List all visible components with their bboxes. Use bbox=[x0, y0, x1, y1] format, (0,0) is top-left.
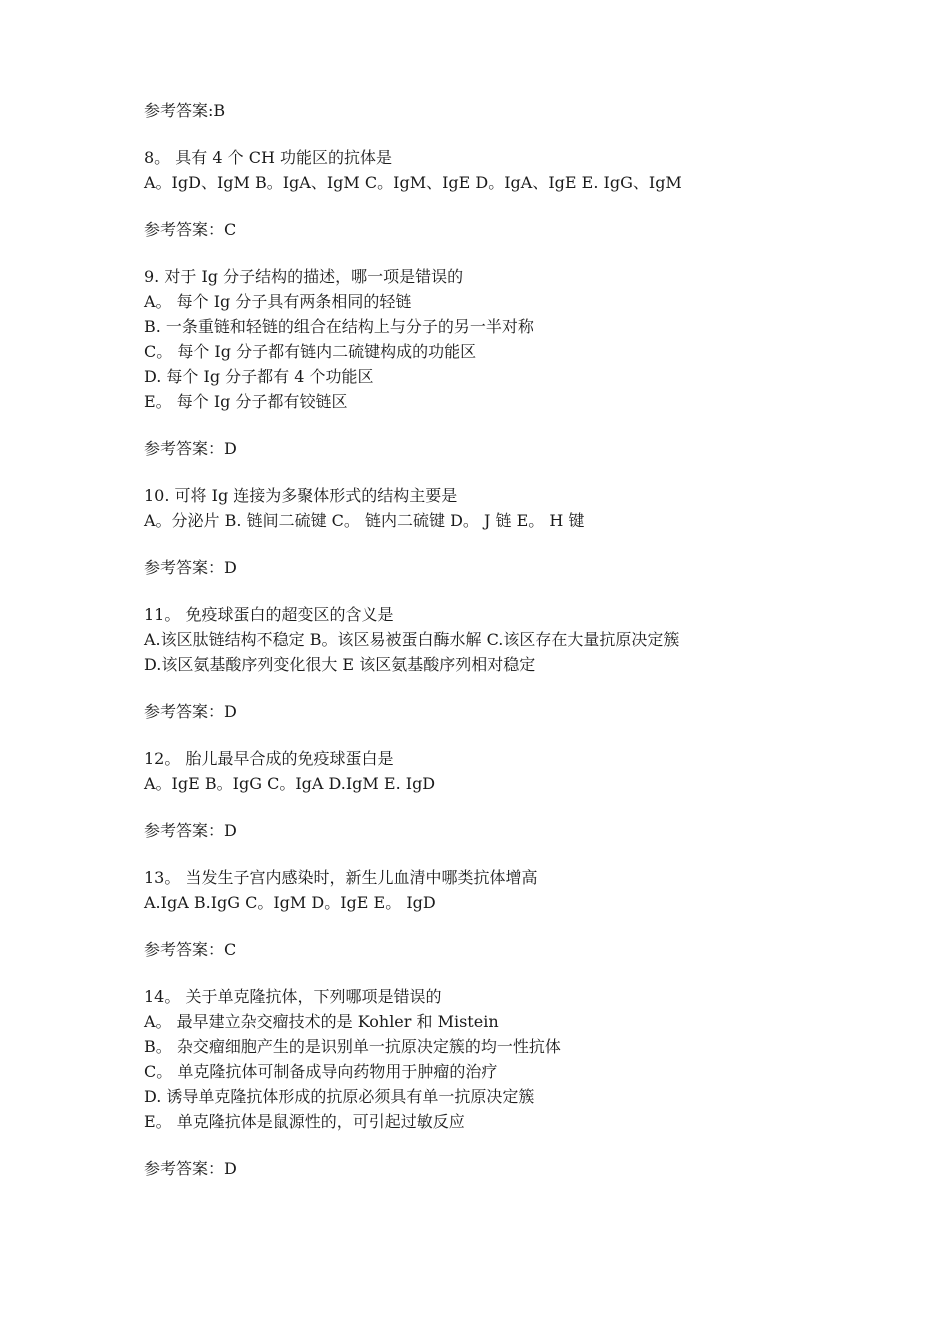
answer-block-12 bbox=[144, 818, 824, 843]
option-d: D. 诱导单克隆抗体形成的抗原必须具有单一抗原决定簇 bbox=[144, 1087, 535, 1106]
question-stem: 14。 关于单克隆抗体，下列哪项是错误的 bbox=[144, 987, 442, 1006]
option-e: E。 每个 Ig 分子都有铰链区 bbox=[144, 392, 348, 411]
question-12 bbox=[144, 746, 824, 796]
option-c: C。 单克隆抗体可制备成导向药物用于肿瘤的治疗 bbox=[144, 1062, 498, 1081]
answer-text: 参考答案:B bbox=[144, 101, 226, 120]
option-b: B。 杂交瘤细胞产生的是识别单一抗原决定簇的均一性抗体 bbox=[144, 1037, 561, 1056]
document-body bbox=[144, 98, 824, 1203]
answer-block-13 bbox=[144, 937, 824, 962]
question-stem: 12。 胎儿最早合成的免疫球蛋白是 bbox=[144, 749, 394, 768]
answer-text: 参考答案：C bbox=[144, 220, 237, 239]
option-a: A。 每个 Ig 分子具有两条相同的轻链 bbox=[144, 292, 412, 311]
answer-text: 参考答案：C bbox=[144, 940, 237, 959]
answer-block-10 bbox=[144, 555, 824, 580]
question-9 bbox=[144, 264, 824, 414]
question-stem: 11。 免疫球蛋白的超变区的含义是 bbox=[144, 605, 394, 624]
option-b: B. 一条重链和轻链的组合在结构上与分子的另一半对称 bbox=[144, 317, 534, 336]
option-e: E。 单克隆抗体是鼠源性的，可引起过敏反应 bbox=[144, 1112, 465, 1131]
question-stem: 8。 具有 4 个 CH 功能区的抗体是 bbox=[144, 148, 392, 167]
question-options: A.IgA B.IgG C。IgM D。IgE E。 IgD bbox=[144, 893, 436, 912]
question-options: A。分泌片 B. 链间二硫键 C。 链内二硫键 D。 J 链 E。 H 键 bbox=[144, 511, 585, 530]
question-stem: 13。 当发生子宫内感染时，新生儿血清中哪类抗体增高 bbox=[144, 868, 538, 887]
question-options: A。IgD、IgM B。IgA、IgM C。IgM、IgE D。IgA、IgE E. IgG、IgM bbox=[144, 173, 682, 192]
question-options-line-2: D.该区氨基酸序列变化很大 E 该区氨基酸序列相对稳定 bbox=[144, 655, 536, 674]
option-c: C。 每个 Ig 分子都有链内二硫键构成的功能区 bbox=[144, 342, 477, 361]
question-11 bbox=[144, 602, 824, 677]
option-d: D. 每个 Ig 分子都有 4 个功能区 bbox=[144, 367, 374, 386]
answer-text: 参考答案：D bbox=[144, 439, 237, 458]
question-stem: 9. 对于 Ig 分子结构的描述，哪一项是错误的 bbox=[144, 267, 464, 286]
question-options: A。IgE B。IgG C。IgA D.IgM E. IgD bbox=[144, 774, 436, 793]
answer-block-14 bbox=[144, 1156, 824, 1181]
question-13 bbox=[144, 865, 824, 915]
answer-block-7 bbox=[144, 98, 824, 123]
question-8 bbox=[144, 145, 824, 195]
option-a: A。 最早建立杂交瘤技术的是 Kohler 和 Mistein bbox=[144, 1012, 499, 1031]
question-options-line-1: A.该区肽链结构不稳定 B。该区易被蛋白酶水解 C.该区存在大量抗原决定簇 bbox=[144, 630, 680, 649]
answer-text: 参考答案：D bbox=[144, 1159, 237, 1178]
answer-text: 参考答案：D bbox=[144, 702, 237, 721]
question-14 bbox=[144, 984, 824, 1134]
answer-block-8 bbox=[144, 217, 824, 242]
answer-text: 参考答案：D bbox=[144, 558, 237, 577]
question-10 bbox=[144, 483, 824, 533]
answer-text: 参考答案：D bbox=[144, 821, 237, 840]
answer-block-9 bbox=[144, 436, 824, 461]
question-stem: 10. 可将 Ig 连接为多聚体形式的结构主要是 bbox=[144, 486, 458, 505]
answer-block-11 bbox=[144, 699, 824, 724]
